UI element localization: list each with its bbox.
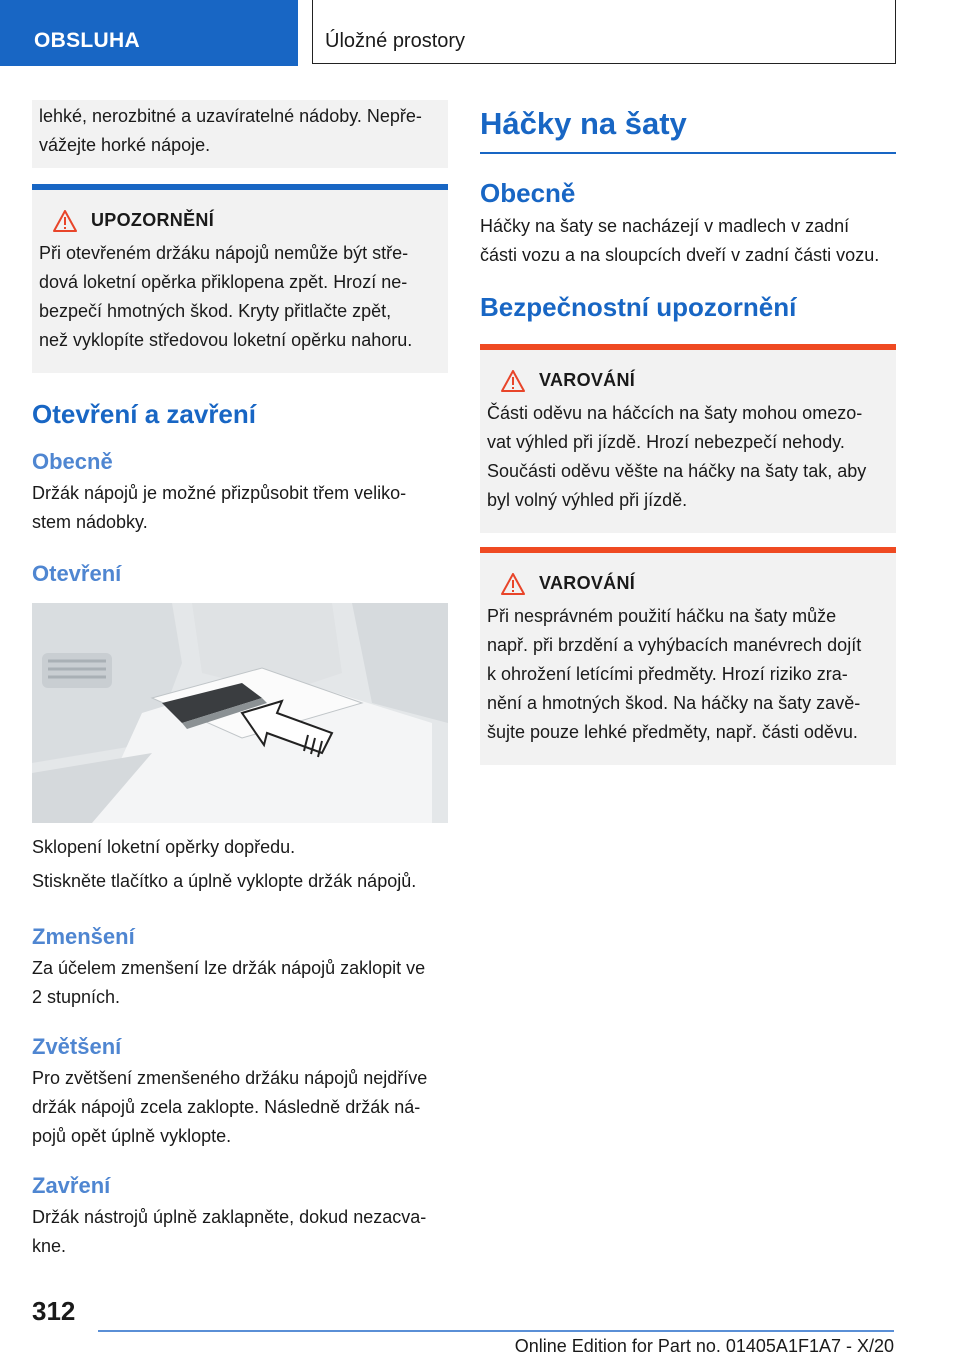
left-column	[32, 100, 448, 1261]
text-line: vat výhled při jízdě. Hrozí nebezpečí nehody.	[487, 432, 845, 452]
text-line: Pro zvětšení zmenšeného držáku nápojů nejdříve	[32, 1068, 428, 1088]
text-line: než vyklopíte středovou loketní opěrku nahoru.	[39, 330, 413, 350]
step-2: Stiskněte tlačítko a úplně vyklopte držák nápojů.	[32, 871, 417, 891]
text-line: nění a hmotných škod. Na háčky na šaty zavě-	[487, 693, 861, 713]
text-line: dová loketní opěrka přiklopena zpět. Hrozí ne-	[39, 272, 408, 292]
heading-close: Zavření	[32, 1173, 111, 1198]
text-line: k ohrožení letícími předměty. Hrozí riziko zra-	[487, 664, 848, 684]
step-1: Sklopení loketní opěrky dopředu.	[32, 837, 296, 857]
text-line: lehké, nerozbitné a uzavíratelné nádoby. Nepře-	[39, 106, 422, 126]
notice-title: UPOZORNĚNÍ	[91, 210, 215, 230]
warning-triangle-icon	[53, 210, 77, 232]
heading-safety: Bezpečnostní upozornění	[480, 292, 797, 322]
warning-box-1	[480, 344, 896, 533]
heading-enlarge: Zvětšení	[32, 1034, 122, 1059]
text-line: 2 stupních.	[32, 987, 121, 1007]
heading-hooks: Háčky na šaty	[480, 102, 896, 154]
heading-opening: Otevření	[32, 561, 122, 586]
warning-title: VAROVÁNÍ	[539, 573, 636, 593]
chapter-title: Úložné prostory	[312, 0, 896, 64]
text-line: kne.	[32, 1236, 67, 1256]
warning-box-2	[480, 547, 896, 765]
text-line: Držák nástrojů úplně zaklapněte, dokud nezacva-	[32, 1207, 427, 1227]
text-line: Součásti oděvu věšte na háčky na šaty tak, aby	[487, 461, 867, 481]
heading-general-right: Obecně	[480, 178, 576, 208]
text-line: např. při brzdění a vyhýbacích manévrech dojít	[487, 635, 862, 655]
text-line: pojů opět úplně vyklopte.	[32, 1126, 232, 1146]
heading-reduce: Zmenšení	[32, 924, 135, 949]
notice-box	[32, 184, 448, 373]
text-line: držák nápojů zcela zaklopte. Následně držák ná-	[32, 1097, 421, 1117]
text-line: vážejte horké nápoje.	[39, 135, 211, 155]
continued-text-box	[32, 100, 448, 168]
right-column	[480, 100, 896, 765]
armrest-image	[32, 603, 448, 823]
heading-general: Obecně	[32, 449, 113, 474]
page-header	[0, 0, 960, 66]
text-line: stem nádobky.	[32, 512, 148, 532]
heading-open-close: Otevření a zavření	[32, 399, 256, 429]
text-line: Držák nápojů je možné přizpůsobit třem veliko-	[32, 483, 407, 503]
text-line: Při nesprávném použití háčku na šaty může	[487, 606, 837, 626]
edition-text: Online Edition for Part no. 01405A1F1A7 - X/20	[514, 1336, 894, 1356]
text-line: šujte pouze lehké předměty, např. části oděvu.	[487, 722, 858, 742]
warning-triangle-icon	[501, 370, 525, 392]
footer-rule	[98, 1330, 894, 1332]
text-line: Při otevřeném držáku nápojů nemůže být stře-	[39, 243, 409, 263]
warning-title: VAROVÁNÍ	[539, 370, 636, 390]
cup-holder-illustration	[32, 603, 448, 823]
section-tab: OBSLUHA	[0, 0, 298, 66]
warning-triangle-icon	[501, 573, 525, 595]
text-line: byl volný výhled při jízdě.	[487, 490, 688, 510]
page-number: 312	[32, 1296, 76, 1326]
text-line: Části oděvu na háčcích na šaty mohou omezo-	[487, 403, 863, 423]
text-line: Háčky na šaty se nacházejí v madlech v zadní	[480, 216, 850, 236]
text-line: Za účelem zmenšení lze držák nápojů zaklopit ve	[32, 958, 426, 978]
text-line: části vozu a na sloupcích dveří v zadní části vozu.	[480, 245, 880, 265]
text-line: bezpečí hmotných škod. Kryty přitlačte zpět,	[39, 301, 392, 321]
